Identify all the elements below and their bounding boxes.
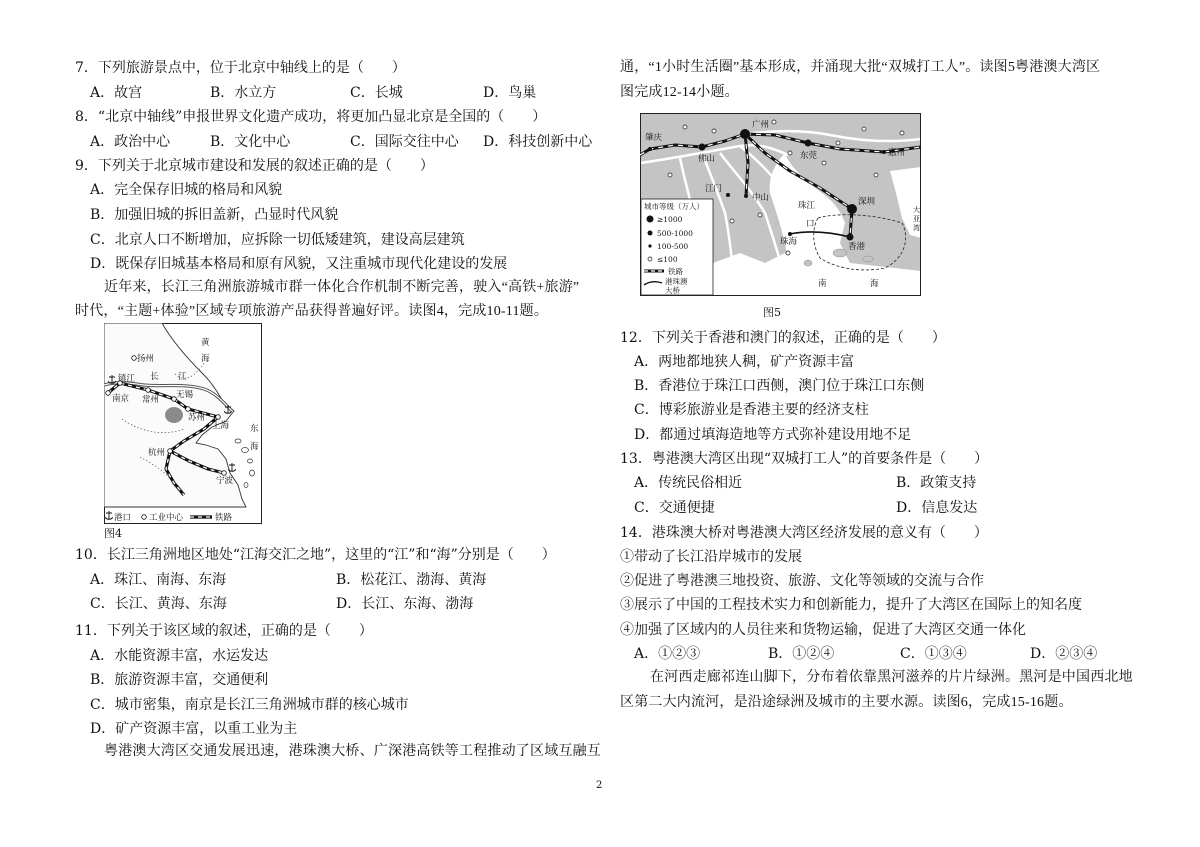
label-zhaoqing: 肇庆 <box>645 133 663 143</box>
question-9-option-c: C．北京人口不断增加，应拆除一切低矮建筑，建设高层建筑 <box>90 232 465 248</box>
open-circle-icon <box>142 515 147 520</box>
town-marker <box>836 141 840 145</box>
legend-tier-3: 100-500 <box>657 242 689 251</box>
label-changzhou: 常州 <box>142 395 160 405</box>
city-marker-zhaoqing <box>648 147 652 151</box>
label-yellow-sea-1: 黄 <box>201 338 210 348</box>
question-13-option-d: D．信息发达 <box>896 500 978 516</box>
question-12-option-a: A．两地都地狭人稠，矿产资源丰富 <box>634 354 855 370</box>
island <box>863 256 873 262</box>
question-10-stem: 10．长江三角洲地区地处“江海交汇之地”，这里的“江”和“海”分别是（ ） <box>75 547 556 563</box>
label-zhenjiang: 镇江 <box>118 374 136 384</box>
question-14-stem: 14．港珠澳大桥对粤港澳大湾区经济发展的意义有（ ） <box>620 525 988 541</box>
passage-heihe-line-1: 在河西走廊祁连山脚下，分布着依靠黑河滋养的片片绿洲。黑河是中国西北地 <box>650 670 1133 685</box>
question-14-option-c: C．①③④ <box>900 646 967 662</box>
city-marker-ningbo <box>222 471 227 476</box>
label-hongkong: 香港 <box>848 242 866 252</box>
legend-bridge-label-2: 大桥 <box>665 286 680 295</box>
question-13-option-b: B．政策支持 <box>896 475 977 491</box>
city-marker-guangzhou <box>740 129 750 139</box>
question-8-option-c: C．国际交往中心 <box>350 134 459 150</box>
question-9-option-a: A．完全保存旧城的格局和风貌 <box>90 182 283 198</box>
label-south-sea-1: 南 <box>818 279 827 289</box>
city-marker-dongguan <box>805 140 812 147</box>
city-marker-huizhou <box>882 150 886 154</box>
label-huizhou: 惠州 <box>888 148 906 158</box>
city-marker-hangzhou <box>168 449 173 454</box>
label-south-sea-2: 海 <box>870 279 879 289</box>
question-8-option-a: A．政治中心 <box>90 134 171 150</box>
town-marker <box>712 129 716 133</box>
label-pearl-mouth-1: 珠江 <box>798 201 816 211</box>
figure-5-map <box>640 113 921 296</box>
town-marker <box>786 251 790 255</box>
question-14-option-a: A．①②③ <box>634 646 701 662</box>
city-marker-foshan <box>699 144 706 151</box>
question-12-option-d: D．都通过填海造地等方式弥补建设用地不足 <box>634 427 912 443</box>
figure-4-map <box>104 323 262 524</box>
question-11-option-a: A．水能资源丰富，水运发达 <box>90 648 269 664</box>
label-yangzhou: 扬州 <box>137 354 155 364</box>
city-marker-suzhou <box>186 407 191 412</box>
passage-greater-bay-line-3: 图完成12-14小题。 <box>620 85 739 100</box>
question-14-statement-3: ③展示了中国的工程技术实力和创新能力，提升了大湾区在国际上的知名度 <box>620 597 1082 613</box>
question-11-option-c: C．城市密集，南京是长江三角洲城市群的核心城市 <box>90 697 409 713</box>
passage-greater-bay-line-2: 通，“1小时生活圈”基本形成，并涌现大批“双城打工人”。读图5粤港澳大湾区 <box>620 60 1101 75</box>
town-marker <box>772 120 776 124</box>
question-14-statement-1: ①带动了长江沿岸城市的发展 <box>620 549 802 565</box>
label-yangtze-2: 江 <box>178 372 187 382</box>
question-7-option-a: A．故宫 <box>90 85 143 101</box>
legend-port-label: 港口 <box>114 513 132 523</box>
question-14-option-d: D．②③④ <box>1030 646 1098 662</box>
page-number: 2 <box>596 780 603 791</box>
question-7-option-d: D．鸟巢 <box>483 85 537 101</box>
city-marker-nanjing <box>106 391 111 396</box>
island <box>248 459 253 463</box>
town-marker <box>683 125 687 129</box>
figure-4-caption: 图4 <box>104 527 122 540</box>
question-11-stem: 11．下列关于该区域的叙述，正确的是（ ） <box>75 623 373 639</box>
label-pearl-mouth-2: 口 <box>806 219 815 229</box>
label-guangzhou: 广州 <box>752 120 770 130</box>
island <box>804 260 812 266</box>
label-foshan: 佛山 <box>698 154 716 164</box>
figure-5-legend <box>641 199 713 295</box>
label-daya-bay-1: 大 <box>913 206 920 214</box>
question-9-option-b: B．加强旧城的拆旧盖新，凸显时代风貌 <box>90 207 339 223</box>
label-dongguan: 东莞 <box>800 151 818 161</box>
question-10-option-c: C．长江、黄海、东海 <box>90 596 227 612</box>
passage-greater-bay-line-1: 粤港澳大湾区交通发展迅速，港珠澳大桥、广深港高铁等工程推动了区域互融互 <box>104 744 601 759</box>
filled-circle-medium-icon <box>648 231 653 236</box>
label-wuxi: 无锡 <box>176 390 194 400</box>
legend-railway-label: 铁路 <box>668 267 683 276</box>
question-13-option-c: C．交通便捷 <box>634 500 715 516</box>
town-marker <box>668 173 672 177</box>
question-13-option-a: A．传统民俗相近 <box>634 475 743 491</box>
town-marker <box>874 173 878 177</box>
city-marker-zhuhai <box>788 232 792 236</box>
question-13-stem: 13．粤港澳大湾区出现“双城打工人”的首要条件是（ ） <box>620 451 989 467</box>
town-marker <box>822 161 826 165</box>
island <box>235 439 241 443</box>
filled-circle-small-icon <box>648 244 651 247</box>
town-marker <box>862 127 866 131</box>
island <box>242 448 249 453</box>
question-11-option-b: B．旅游资源丰富，交通便利 <box>90 672 269 688</box>
question-14-statement-4: ④加强了区域内的人员往来和货物运输，促进了大湾区交通一体化 <box>620 622 1026 638</box>
legend-tier-1: ≥1000 <box>657 215 683 224</box>
city-marker-hongkong <box>847 234 854 241</box>
legend-bridge-label-1: 港珠澳 <box>665 277 688 286</box>
legend-tier-2: 500-1000 <box>657 229 693 238</box>
question-8-stem: 8．“北京中轴线”申报世界文化遗产成功，将更加凸显北京是全国的（ ） <box>75 109 547 125</box>
question-14-statement-2: ②促进了粤港澳三地投资、旅游、文化等领域的交流与合作 <box>620 573 984 589</box>
question-7-option-c: C．长城 <box>350 85 403 101</box>
question-7-stem: 7．下列旅游景点中，位于北京中轴线上的是（ ） <box>75 60 406 76</box>
filled-circle-large-icon <box>647 216 654 223</box>
city-marker-shenzhen <box>847 204 857 214</box>
label-east-sea-1: 东 <box>250 424 259 434</box>
label-east-sea-2: 海 <box>250 442 259 452</box>
label-shanghai: 上海 <box>212 421 230 431</box>
question-12-option-b: B．香港位于珠江口西侧，澳门位于珠江口东侧 <box>634 378 925 394</box>
island <box>833 249 847 257</box>
city-marker-jiangmen <box>726 193 730 197</box>
town-marker <box>900 131 904 135</box>
question-12-option-c: C．博彩旅游业是香港主要的经济支柱 <box>634 402 869 418</box>
question-10-option-b: B．松花江、渤海、黄海 <box>336 572 487 588</box>
question-8-option-d: D．科技创新中心 <box>483 134 593 150</box>
passage-yangtze-line-2: 时代，“主题+体验”区域专项旅游产品获得普遍好评。读图4，完成10-11题。 <box>75 304 549 319</box>
legend-title: 城市等级（万人） <box>644 202 704 211</box>
legend-industry-label: 工业中心 <box>149 513 184 523</box>
question-12-stem: 12．下列关于香港和澳门的叙述，正确的是（ ） <box>620 330 946 346</box>
island <box>250 470 255 476</box>
label-yellow-sea-2: 海 <box>201 354 210 364</box>
question-14-option-b: B．①②④ <box>768 646 835 662</box>
label-nanjing: 南京 <box>112 394 130 404</box>
island <box>244 483 248 488</box>
label-yangtze-1: 长 <box>150 372 159 382</box>
label-hangzhou: 杭州 <box>148 448 166 458</box>
city-marker-shanghai <box>216 415 221 420</box>
label-suzhou: 苏州 <box>188 413 206 423</box>
legend-railway-label: 铁路 <box>215 513 233 523</box>
label-jiangmen: 江门 <box>705 184 723 194</box>
town-marker <box>758 213 762 217</box>
city-marker-zhongshan <box>744 194 748 198</box>
label-shenzhen: 深圳 <box>858 197 876 207</box>
open-circle-icon <box>648 257 652 261</box>
city-marker-yangzhou <box>132 356 137 361</box>
town-marker <box>730 219 734 223</box>
passage-yangtze-line-1: 近年来，长江三角洲旅游城市群一体化合作机制不断完善，驶入“高铁+旅游” <box>104 280 580 295</box>
question-11-option-d: D．矿产资源丰富，以重工业为主 <box>90 721 298 737</box>
question-9-option-d: D．既保存旧城基本格局和原有风貌，又注重城市现代化建设的发展 <box>90 256 508 272</box>
city-marker-changzhou <box>146 388 151 393</box>
label-daya-bay-2: 亚 <box>913 215 920 223</box>
question-7-option-b: B．水立方 <box>210 85 277 101</box>
legend-tier-4: ≤100 <box>657 255 678 264</box>
question-9-stem: 9．下列关于北京城市建设和发展的叙述正确的是（ ） <box>75 158 434 174</box>
question-10-option-a: A．珠江、南海、东海 <box>90 572 227 588</box>
label-zhuhai: 珠海 <box>780 237 798 247</box>
question-8-option-b: B．文化中心 <box>210 134 291 150</box>
label-ningbo: 宁波 <box>216 476 234 486</box>
label-zhongshan: 中山 <box>752 193 770 203</box>
town-marker <box>788 151 792 155</box>
label-daya-bay-3: 湾 <box>913 224 920 232</box>
passage-heihe-line-2: 区第二大内流河，是沿途绿洲及城市的主要水源。读图6，完成15-16题。 <box>620 695 1073 710</box>
figure-5-caption: 图5 <box>763 306 781 319</box>
taihu-lake <box>165 407 183 423</box>
question-10-option-d: D．长江、东海、渤海 <box>336 596 474 612</box>
